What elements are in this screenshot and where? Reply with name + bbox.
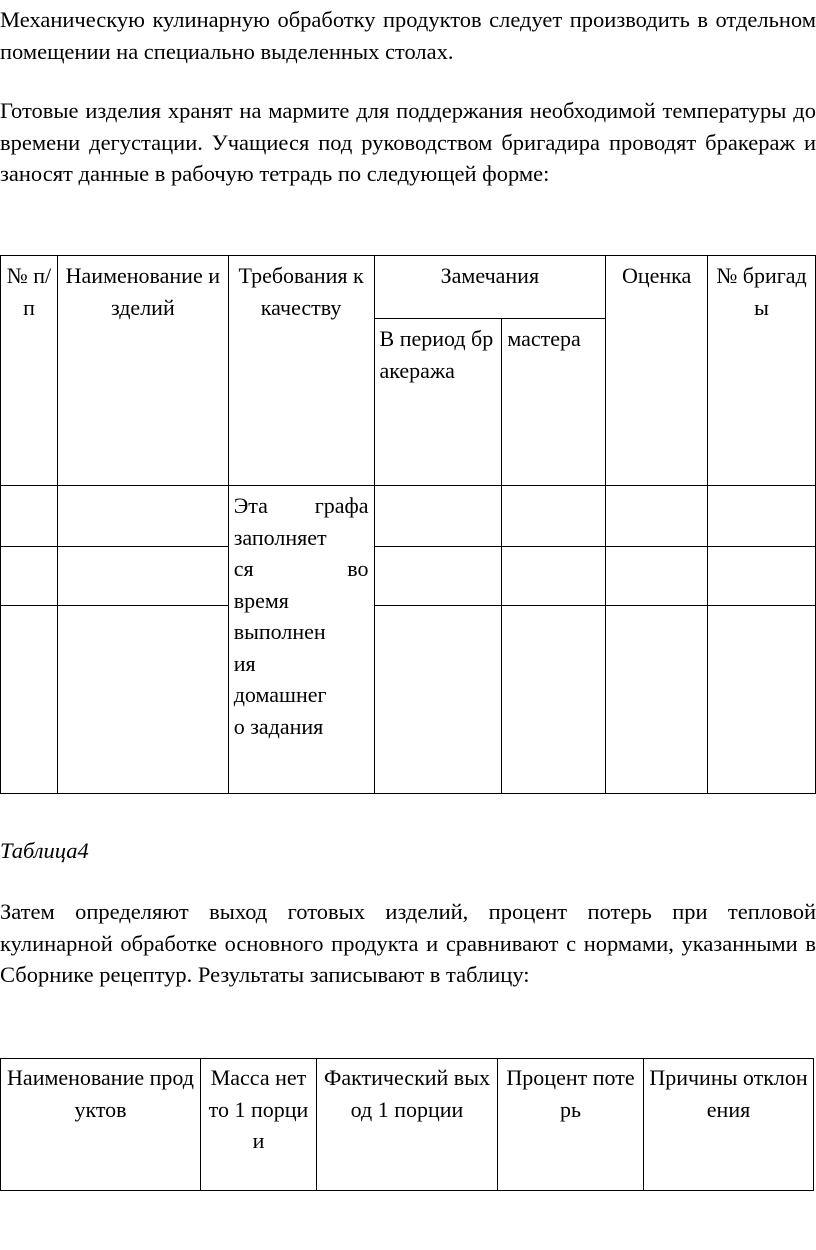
header-score: Оценка [606, 256, 708, 486]
header-remarks-master: мастера [502, 319, 606, 486]
header-deviation-reasons: Причины отклонения [644, 1059, 814, 1191]
table-cell [374, 547, 502, 606]
table-caption: Таблица4 [0, 838, 89, 863]
table-cell [57, 547, 228, 606]
table-cell [708, 547, 816, 606]
quality-note-cell [228, 486, 374, 794]
brakerazh-form-table [0, 255, 816, 794]
table-cell [1, 486, 58, 547]
note-line: Эта графа [233, 493, 369, 518]
note-line: домашнег [233, 682, 327, 707]
yield-table [0, 1058, 814, 1191]
table-cell [374, 486, 502, 547]
procedure-paragraph: Готовые изделия хранят на мармите для поддержания необходимой температуры до времени дегустации. Учащиеся под руководством бригадира проводят бракераж и заносят данные в рабочую тетрадь по следующей форме: [0, 98, 816, 186]
note-line: ся во [233, 556, 369, 581]
table-cell [57, 606, 228, 794]
table-cell [374, 606, 502, 794]
table-cell [1, 606, 58, 794]
header-remarks-brakerazh: В период бракеража [374, 319, 502, 486]
header-product-name: Наименование продуктов [1, 1059, 201, 1191]
note-line: о задания [233, 713, 324, 739]
header-quality-requirements: Требования к качеству [228, 256, 374, 486]
header-net-mass: Масса нетто 1 порции [201, 1059, 317, 1191]
header-loss-percent: Процент потерь [498, 1059, 644, 1191]
table-cell [606, 606, 708, 794]
yield-paragraph: Затем определяют выход готовых изделий, процент потерь при тепловой кулинарной обработке основного продукта и сравнивают с нормами, указанными в Сборнике рецептур. Результаты записывают в таблицу: [0, 899, 816, 987]
table-cell [502, 606, 606, 794]
table-cell [502, 486, 606, 547]
header-item-name: Наименование изделий [57, 256, 228, 486]
note-line: ия [233, 650, 256, 676]
table-cell [1, 547, 58, 606]
table-cell [708, 606, 816, 794]
table-row [1, 486, 816, 547]
header-team-number: № бригады [708, 256, 816, 486]
intro-paragraph: Механическую кулинарную обработку продуктов следует производить в отдельном помещении на специально выделенных столах. [0, 7, 816, 64]
table-cell [606, 486, 708, 547]
table-cell [606, 547, 708, 606]
note-line: выполнен [233, 619, 326, 644]
header-number: № п/п [1, 256, 58, 486]
table-cell [708, 486, 816, 547]
table-row [1, 547, 816, 606]
note-line: время [233, 587, 289, 613]
table-cell [57, 486, 228, 547]
table-row [1, 606, 816, 794]
note-line: заполняет [233, 524, 327, 550]
header-actual-yield: Фактический выход 1 порции [317, 1059, 498, 1191]
header-remarks: Замечания [374, 256, 606, 319]
table-cell [502, 547, 606, 606]
